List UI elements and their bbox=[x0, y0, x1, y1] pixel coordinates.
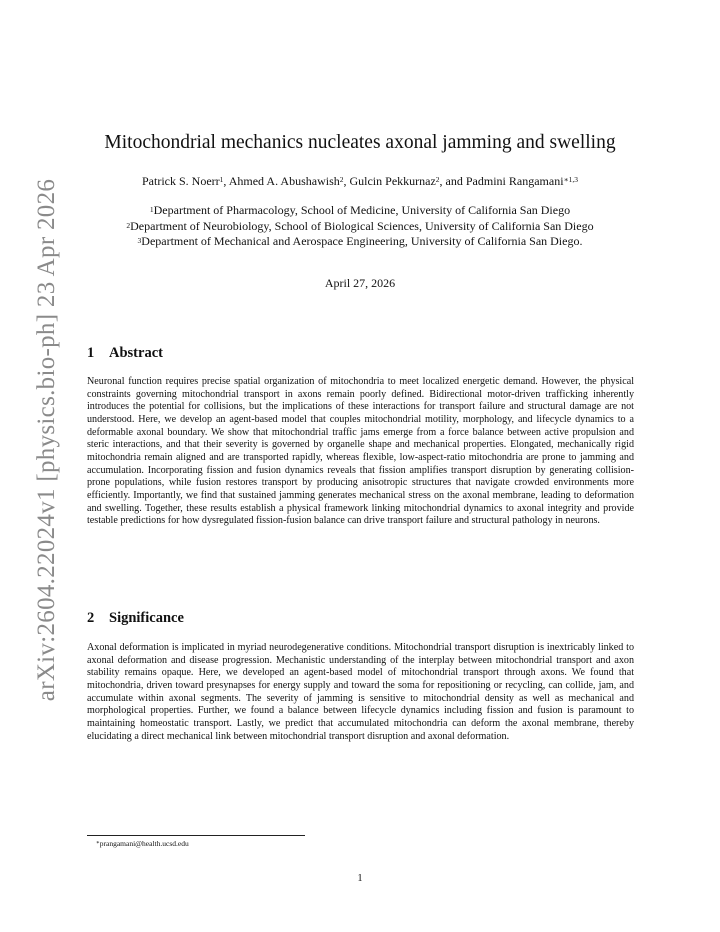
affiliation-mark: 3 bbox=[137, 236, 142, 245]
footnote bbox=[96, 839, 189, 849]
section-number: 2 bbox=[87, 610, 95, 626]
affiliation-list bbox=[0, 203, 720, 250]
affiliation-mark: 1 bbox=[149, 205, 154, 214]
author-name: Ahmed A. Abushawish bbox=[228, 174, 340, 188]
affiliation-text: Department of Neurobiology, School of Biological Sciences, University of California San Diego bbox=[130, 218, 594, 233]
author-affiliation-mark: 2 bbox=[339, 175, 344, 184]
author-name: Padmini Rangamani bbox=[465, 174, 564, 188]
footnote-rule bbox=[87, 835, 305, 836]
affiliation-mark: 2 bbox=[126, 220, 131, 230]
paper-title: Mitochondrial mechanics nucleates axonal jamming and swelling bbox=[104, 132, 616, 153]
publication-date: April 27, 2026 bbox=[324, 276, 396, 290]
section-title: Abstract bbox=[109, 345, 163, 361]
affiliation bbox=[0, 234, 720, 250]
author-list bbox=[0, 173, 720, 189]
significance-paragraph: Axonal deformation is implicated in myriad neurodegenerative conditions. Mitochondrial transport disruption is inextricably linked to axonal deformation and disease progression. Mechanistic understanding of the interplay between mitochondrial transport and axon stability remains opaque. Here, we developed an agent-based model of mitochondrial transport through axons. We found that mitochondria, driven toward presynapses for energy supply and toward the soma for repositioning or recycling, can collide, jam, and accumulate within axonal segments. The severity of jamming is sensitive to mitochondrial density as well as mechanical and morphological properties. Further, we found a balance between lifecycle dynamics including fission and fusion is paramount to maintaining homeostatic transport. Lastly, we predict that accumulated mitochondria can deform the axonal membrane, thereby elucidating a direct mechanical link between mitochondrial transport disruption and axonal deformation. bbox=[87, 642, 634, 742]
affiliation bbox=[0, 219, 720, 235]
corresponding-email[interactable]: prangamani@health.ucsd.edu bbox=[99, 839, 189, 848]
affiliation bbox=[0, 203, 720, 219]
author-affiliation-mark: 2 bbox=[435, 175, 440, 184]
section-heading-abstract bbox=[87, 344, 163, 362]
affiliation-text: Department of Pharmacology, School of Medicine, University of California San Diego bbox=[153, 203, 571, 217]
author-affiliation-mark: ∗1,3 bbox=[563, 175, 579, 184]
section-heading-significance bbox=[87, 609, 184, 627]
author-separator: , bbox=[223, 174, 229, 188]
author-name: Patrick S. Noerr bbox=[141, 174, 220, 188]
abstract-paragraph: Neuronal function requires precise spatial organization of mitochondria to meet localized energetic demand. However, the physical constraints governing mitochondrial transport in axons remain poorly defined. Bidirectional motor-driven trafficking inherently introduces the potential for collisions, but the implications of these interactions for transport failure and structural damage are not understood. Here, we develop an agent-based model that couples mitochondrial motility, morphology, and lifecycle dynamics to a deformable axonal boundary. We show that mitochondrial traffic jams emerge from a force balance between active propulsion and steric interactions, and that their severity is governed by organelle shape and mechanical properties. Elongated, mechanically rigid mitochondria remain aligned and are transported rapidly, whereas flexible, low-aspect-ratio mitochondria are prone to jamming and accumulation. Incorporating fission and fusion dynamics reveals that fission amplifies transport disruption by generating collision-prone populations, while fusion restores transport by producing anisotropic structures that navigate crowded environments more efficiently. Importantly, we find that sustained jamming generates mechanical stress on the axonal membrane, leading to deformation and swelling. Together, these results establish a physical framework linking mitochondrial dynamics to axonal integrity and provide testable predictions for how dysregulated fission-fusion balance can drive transport failure and structural pathology in neurons. bbox=[87, 376, 634, 527]
page-number: 1 bbox=[357, 873, 363, 884]
author-affiliation-mark: 1 bbox=[219, 175, 224, 184]
arxiv-identifier-stamp[interactable]: arXiv:2604.22024v1 [physics.bio-ph] 23 Apr 2026 bbox=[33, 178, 60, 702]
section-title: Significance bbox=[109, 610, 184, 626]
author-separator: , bbox=[343, 174, 350, 188]
author-name: Gulcin Pekkurnaz bbox=[349, 174, 436, 188]
footnote-mark: ∗ bbox=[96, 840, 100, 846]
section-number: 1 bbox=[87, 345, 95, 361]
author-separator: , and bbox=[439, 174, 466, 188]
affiliation-text: Department of Mechanical and Aerospace Engineering, University of California San Diego. bbox=[141, 234, 583, 248]
